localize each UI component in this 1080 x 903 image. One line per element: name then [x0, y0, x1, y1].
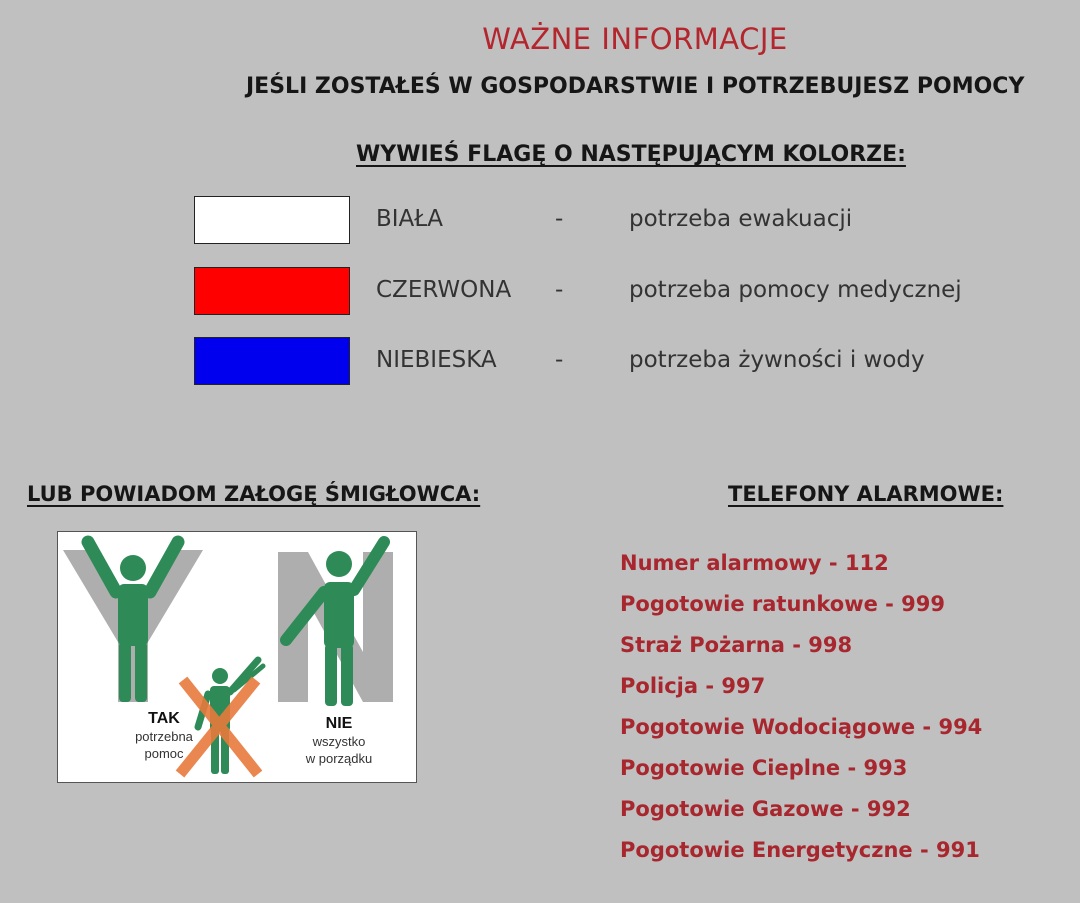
- phone-item: Pogotowie Energetyczne - 991: [620, 838, 980, 862]
- flag-swatch-white: [194, 196, 350, 244]
- phone-item: Straż Pożarna - 998: [620, 633, 853, 657]
- yes-signal-label: [124, 710, 204, 762]
- phone-item: Pogotowie ratunkowe - 999: [620, 592, 946, 616]
- flag-swatch-red: [194, 267, 350, 315]
- flag-heading: WYWIEŚ FLAGĘ O NASTĘPUJĄCYM KOLORZE:: [356, 142, 906, 167]
- phone-item: Numer alarmowy - 112: [620, 551, 889, 575]
- flag-name: BIAŁA: [376, 206, 443, 232]
- yes-label-line1: potrzebna: [135, 729, 193, 744]
- no-signal-label: [294, 715, 384, 767]
- flag-name: NIEBIESKA: [376, 347, 497, 373]
- flag-name: CZERWONA: [376, 277, 512, 303]
- no-label-main: NIE: [325, 715, 353, 732]
- phones-heading: TELEFONY ALARMOWE:: [728, 482, 1004, 506]
- flag-row-white: [0, 196, 1080, 246]
- phone-item: Pogotowie Cieplne - 993: [620, 756, 908, 780]
- page-subtitle: JEŚLI ZOSTAŁEŚ W GOSPODARSTWIE I POTRZEBUJESZ POMOCY: [246, 74, 1025, 99]
- phone-item: Pogotowie Wodociągowe - 994: [620, 715, 983, 739]
- flag-separator: -: [555, 277, 564, 303]
- flag-separator: -: [555, 206, 564, 232]
- emergency-phone-list: [620, 545, 982, 873]
- flag-row-red: [0, 267, 1080, 317]
- helicopter-heading: LUB POWIADOM ZAŁOGĘ ŚMIGŁOWCA:: [27, 482, 481, 506]
- flag-swatch-blue: [194, 337, 350, 385]
- yes-label-main: TAK: [148, 710, 180, 727]
- no-label-line2: w porządku: [305, 751, 373, 766]
- flag-separator: -: [555, 347, 564, 373]
- flag-meaning: potrzeba ewakuacji: [629, 206, 853, 232]
- phone-item: Pogotowie Gazowe - 992: [620, 797, 911, 821]
- flag-meaning: potrzeba pomocy medycznej: [629, 277, 962, 303]
- page-title: WAŻNE INFORMACJE: [482, 22, 788, 56]
- no-label-line1: wszystko: [312, 734, 366, 749]
- helicopter-signal-illustration: [57, 531, 417, 783]
- flag-meaning: potrzeba żywności i wody: [629, 347, 925, 373]
- flag-row-blue: [0, 337, 1080, 387]
- phone-item: Policja - 997: [620, 674, 766, 698]
- yes-label-line2: pomoc: [144, 746, 184, 761]
